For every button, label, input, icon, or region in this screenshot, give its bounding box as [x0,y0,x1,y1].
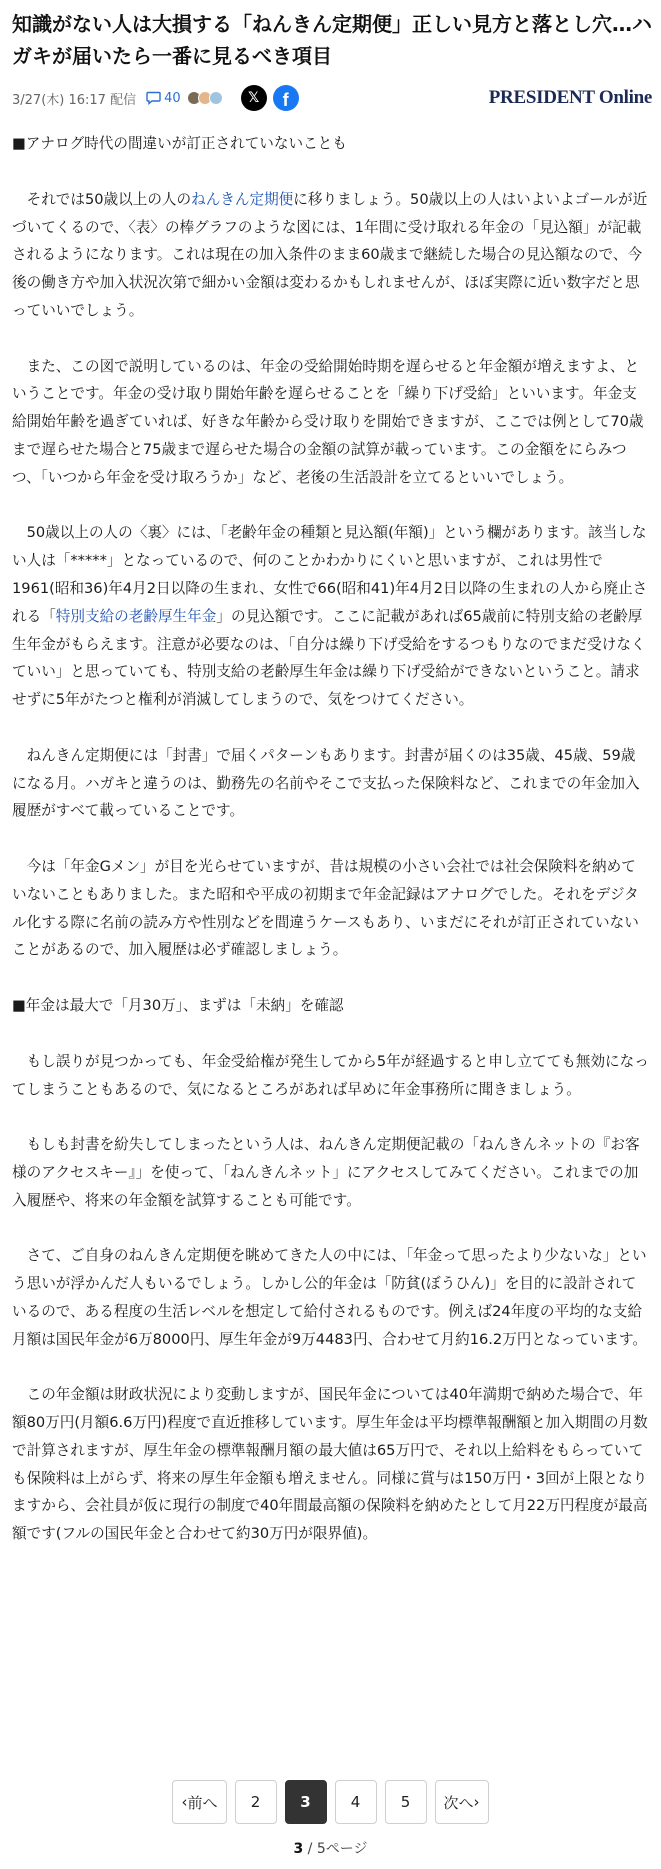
page-button-current[interactable]: 3 [285,1780,327,1824]
facebook-share-icon[interactable]: f [273,85,299,111]
page-button[interactable]: 2 [235,1780,277,1824]
article-paragraph: また、この図で説明しているのは、年金の受給開始時期を遅らせると年金額が増えますよ、ということです。年金の受け取り開始年齢を遅らせることを「繰り下げ受給」といいます。年金支給開始年齢を過ぎていれば、好きな年齢から受け取りを開始できますが、ここでは例として70歳まで遅らせた場合と75歳まで遅らせた場合の金額の試算が載っています。この金額をにらみつつ、「いつから年金を受け取ろうか」など、老後の生活設計を立てるといいでしょう。 [12,357,644,486]
publish-datetime: 3/27(木) 16:17 配信 [12,92,137,108]
chevron-left-icon: ‹ [181,1793,188,1811]
pagination [0,1780,661,1824]
article-body [12,130,649,1576]
comments-link[interactable] [146,91,181,106]
article-paragraph: もしも封書を紛失してしまったという人は、ねんきん定期便記載の「ねんきんネットの『お客様のアクセスキー』」を使って、「ねんきんネット」にアクセスしてみてください。これまでの加入履歴や、将来の年金額を試算することも可能です。 [12,1136,640,1209]
section-heading: ■年金は最大で「月30万」、まずは「未納」を確認 [12,996,344,1014]
page-button[interactable]: 4 [335,1780,377,1824]
article-paragraph: それでは50歳以上の人のねんきん定期便に移りましょう。50歳以上の人はいよいよゴールが近づいてくるので、〈表〉の棒グラフのような図には、1年間に受け取れる年金の「見込額」が記載されるようになります。これは現在の加入条件のまま60歳まで継続した場合の見込額なので、今後の働き方や加入状況次第で細かい金額は変わるかもしれませんが、ほぼ実際に近い数字だと思っていいでしょう。 [12,190,648,319]
reaction-avatars[interactable] [187,91,223,105]
page-indicator: 3 / 5ページ [293,1841,368,1857]
article-paragraph: さて、ご自身のねんきん定期便を眺めてきた人の中には、「年金って思ったより少ないな」という思いが浮かんだ人もいるでしょう。しかし公的年金は「防貧(ぼうひん)」を目的に設計されているので、ある程度の生活レベルを想定して給付されるものです。例えば24年度の平均的な支給月額は国民年金が6万8000円、厚生年金が9万4483円、合わせて月約16.2万円となっています。 [12,1247,647,1348]
article-paragraph: 50歳以上の人の〈裏〉には、「老齢年金の種類と見込額(年額)」という欄があります。該当しない人は「*****」となっているので、何のことかわかりにくいと思いますが、これは男性で1961(昭和36)年4月2日以降の生まれ、女性で66(昭和41)年4月2日以降の生まれの人から廃止される「特別支給の老齢厚生年金」の見込額です。ここに記載があれば65歳前に特別支給の老齢厚生年金がもらえます。注意が必要なのは、「自分は繰り下げ受給をするつもりなのでまだ受けなくていい」と思っていても、特別支給の老齢厚生年金は繰り下げ受給ができないということ。請求せずに5年がたつと権利が消滅してしまうので、気をつけてください。 [12,524,648,709]
prev-page-button[interactable]: ‹ 前へ [172,1780,226,1824]
article-paragraph: 今は「年金Gメン」が目を光らせていますが、昔は規模の小さい会社では社会保険料を納めていないこともありました。また昭和や平成の初期まで年金記録はアナログでした。それをデジタル化する際に名前の読み方や性別などを間違うケースもあり、いまだにそれが訂正されていないことがあるので、加入履歴は必ず確認しましょう。 [12,857,639,959]
tokubetsu-shikyu-link[interactable]: 特別支給の老齢厚生年金 [55,607,217,625]
article-paragraph: もし誤りが見つかっても、年金受給権が発生してから5年が経過すると申し立てても無効になってしまうこともあるので、気になるところがあれば早めに年金事務所に聞きましょう。 [12,1052,649,1098]
article-paragraph: この年金額は財政状況により変動しますが、国民年金については40年満期で納めた場合で、年額80万円(月額6.6万円)程度で直近推移しています。厚生年金は平均標準報酬額と加入期間の月数で計算されますが、厚生年金の標準報酬月額の最大値は65万円で、それ以上給料をもらっていても保険料は上がらず、将来の厚生年金額も増えません。同様に賞与は150万円・3回が上限となりますから、会社員が仮に現行の制度で40年間最高額の保険料を納めたとして月22万円程度が最高額です(フルの国民年金と合わせて約30万円が限界値)。 [12,1386,648,1543]
chevron-right-icon: › [473,1793,480,1811]
next-page-button[interactable]: 次へ › [435,1780,489,1824]
article-meta [12,82,652,114]
publisher-logo[interactable]: PRESIDENT Online [488,87,652,108]
x-share-icon[interactable]: 𝕏 [241,85,267,111]
article-title: 知識がない人は大損する「ねんきん定期便」正しい見方と落とし穴…ハガキが届いたら一番に見るべき項目 [12,12,652,68]
comment-count: 40 [164,90,181,106]
article-paragraph: ねんきん定期便には「封書」で届くパターンもあります。封書が届くのは35歳、45歳、59歳になる月。ハガキと違うのは、勤務先の名前やそこで支払った保険料など、これまでの年金加入履歴がすべて載っていることです。 [12,746,640,820]
comment-icon [146,91,161,105]
section-heading: ■アナログ時代の間違いが訂正されていないことも [12,135,347,152]
page-button[interactable]: 5 [385,1780,427,1824]
nenkin-teikibin-link[interactable]: ねんきん定期便 [191,190,294,208]
reaction-avatar [209,91,223,105]
